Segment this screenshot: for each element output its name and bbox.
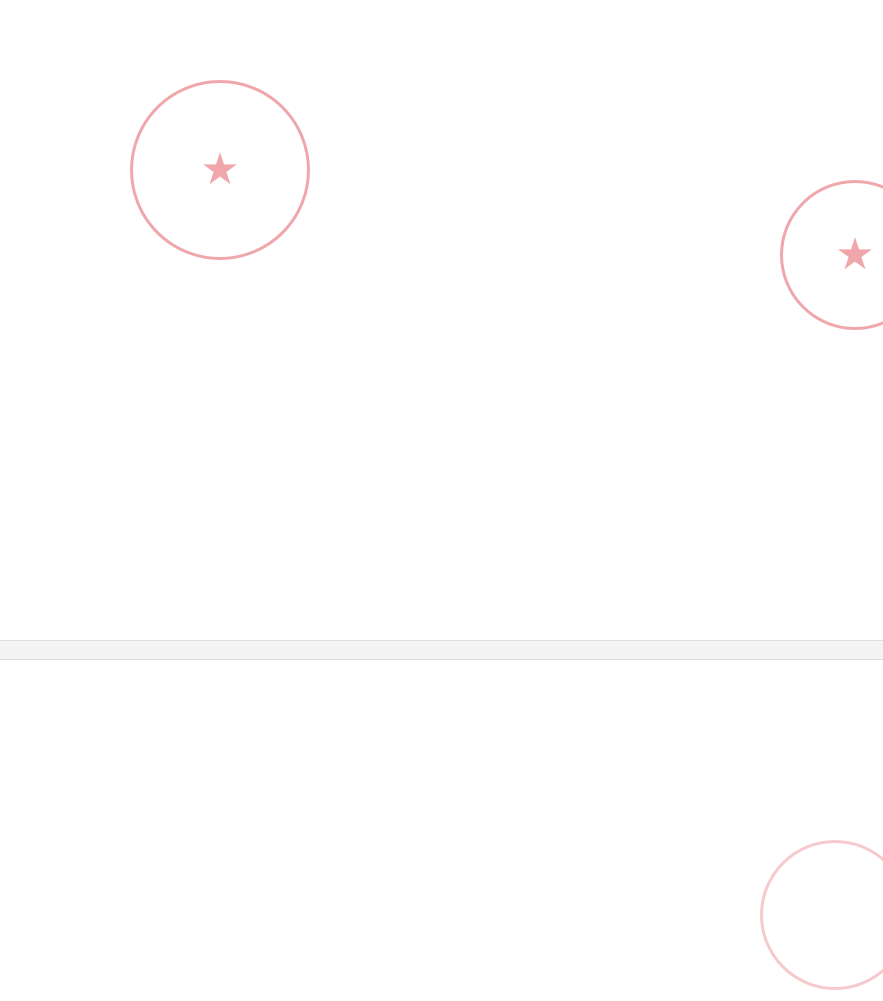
official-seal-bottom: [760, 840, 883, 990]
page-break: [0, 640, 883, 660]
official-seal-right: ★: [780, 180, 883, 330]
official-seal-left: ★: [130, 80, 310, 260]
